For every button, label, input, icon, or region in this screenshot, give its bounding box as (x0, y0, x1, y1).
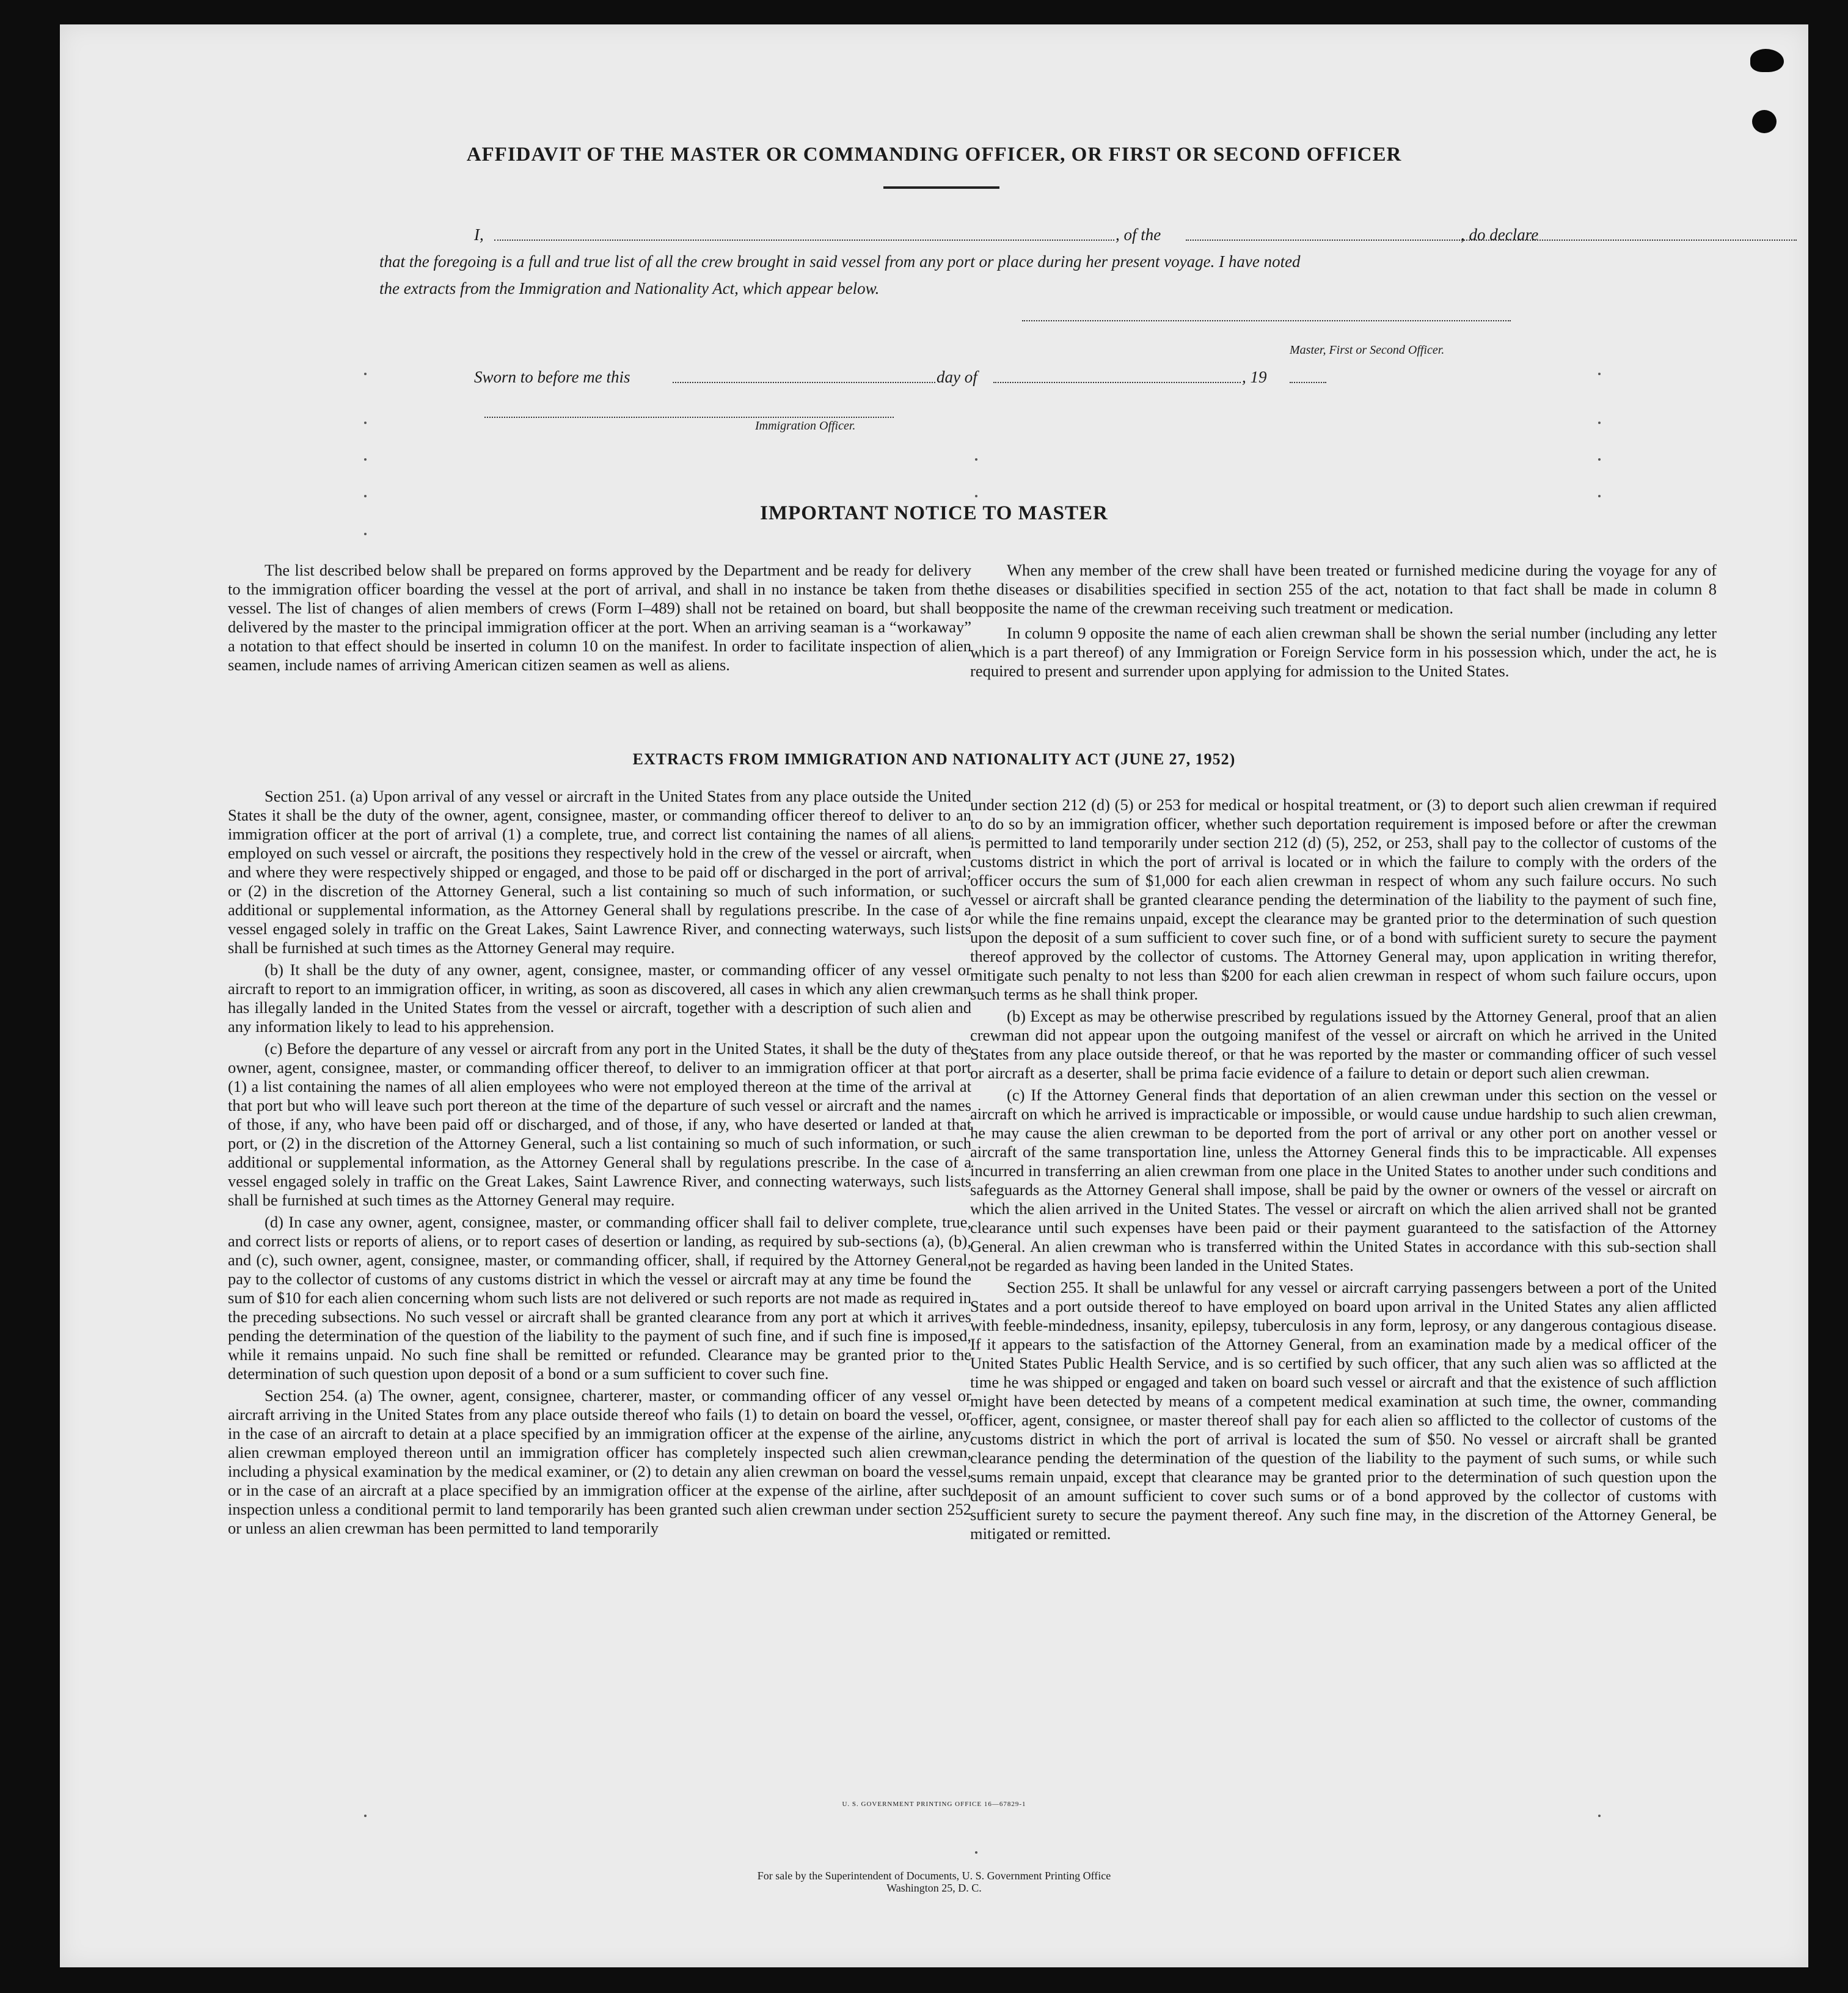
extracts-left-column (228, 787, 971, 1541)
affidavit-block (379, 221, 1571, 302)
section-254-a-continued: under section 212 (d) (5) or 253 for medical or hospital treatment, or (3) to deport such alien crewman if required to do so by an immigration officer, whether such deportation requirement is imposed before or after the crewman is permitted to land temporarily under section 212 (d) (5), 252, or 253, shall pay to the collector of customs of the customs district in which the port of arrival is located or in which the failure to comply with the orders of the officer occurs the sum of $1,000 for each alien crewman in respect of whom any such failure occurs. No such vessel or aircraft shall be granted clearance pending the determination of the liability to the payment of such fine, or while the fine remains unpaid, except the clearance may be granted prior to the determination of such question upon the deposit of a sum sufficient to cover such fine, or of a bond with sufficient surety to secure the payment thereof approved by the collector of customs. The Attorney General may, upon application in writing therefor, mitigate such penalty to not less than $200 for each alien crewman in respect of whom such failure occurs, upon such terms as he shall think proper. (970, 795, 1717, 1003)
master-signature-line (1022, 319, 1511, 321)
name-blank (494, 221, 1114, 241)
printing-office-line: U. S. GOVERNMENT PRINTING OFFICE 16—67829-1 (842, 1801, 1026, 1808)
section-251-c: (c) Before the departure of any vessel or aircraft from any port in the United States, it shall be the duty of the owner, agent, consignee, master, or commanding officer thereof, to deliver to an immigration officer at that port (1) a list containing the names of all alien employees who were not employed thereon at the time of the arrival at that port but who will leave such port thereon at the time of the departure of such vessel or aircraft and the names of those, if any, who have been paid off or discharged, and of those, if any, who have deserted or landed at that port, or (2) in the discretion of the Attorney General, such a list containing so much of such information, or such additional or supplemental information, as the Attorney General shall by regulations prescribe. In the case of a vessel engaged solely in traffic on the Great Lakes, Saint Lawrence River, and connecting waterways, such lists shall be furnished at such times as the Attorney General may require. (228, 1039, 971, 1209)
of-the-label: , of the (1116, 225, 1161, 244)
declaration-row (379, 221, 1571, 248)
sworn-block (379, 364, 1571, 390)
notice-right-column (970, 561, 1717, 684)
dust-speck (364, 458, 367, 461)
master-caption: Master, First or Second Officer. (1290, 343, 1445, 357)
notice-paragraph: The list described below shall be prepared on forms approved by the Department and be ready for delivery to the immigration officer boarding the vessel at the port of arrival, and shall in no instance be taken from the vessel. The list of changes of alien members of crews (Form I–489) shall not be retained on board, but shall be delivered by the master to the principal immigration officer at the port. When an arriving seaman is a “workaway” a notation to that effect should be inserted in column 10 on the manifest. In order to facilitate inspection of alien seamen, include names of arriving American citizen seamen as well as aliens. (228, 561, 971, 674)
notice-paragraph: In column 9 opposite the name of each alien crewman shall be shown the serial number (including any letter which is a part thereof) of any Immigration or Foreign Service form in his possession which, under the act, he is required to present and surrender upon applying for admission to the United States. (970, 624, 1717, 680)
extracts-right-column (970, 795, 1717, 1546)
sale-line-2: Washington 25, D. C. (886, 1882, 982, 1894)
sale-notice (60, 1870, 1808, 1894)
dust-speck (1598, 1815, 1601, 1817)
day-of-label: day of (937, 368, 977, 386)
officer-caption: Immigration Officer. (755, 419, 856, 433)
punch-hole-top (1750, 49, 1784, 72)
notice-left-column (228, 561, 971, 678)
section-255: Section 255. It shall be unlawful for any vessel or aircraft carrying passengers between a port of the United States and a port outside thereof to have employed on board upon arrival in the United States any alien afflicted with feeble-mindedness, insanity, epilepsy, tuberculosis in any form, leprosy, or any dangerous contagious disease. If it appears to the satisfaction of the Attorney General, from an examination made by a medical officer of the United States Public Health Service, and is so certified by such officer, that any such alien was so afflicted at the time he was shipped or engaged and taken on board such vessel or aircraft and that the existence of such affliction might have been detected by means of a competent medical examination at such time, the owner, commanding officer, agent, consignee, or master thereof shall pay for each alien so afflicted to the collector of customs of the customs district in which the port of arrival is located the sum of $50. No vessel or aircraft shall be granted clearance pending the determination of the question of the liability to the payment of such sums, or while such sums remain unpaid, except that clearance may be granted prior to the determination of such question upon the deposit of an amount sufficient to cover such sums or of a bond approved by the collector of customs with sufficient surety to secure the payment thereof. Any such fine may, in the discretion of the Attorney General, be mitigated or remitted. (970, 1278, 1717, 1543)
day-blank (673, 364, 935, 383)
dust-speck (975, 458, 977, 461)
notice-paragraph: When any member of the crew shall have been treated or furnished medicine during the voyage for any of the diseases or disabilities specified in section 255 of the act, notation to that fact shall be made in column 8 opposite the name of the crewman receiving such treatment or medication. (970, 561, 1717, 617)
dust-speck (1598, 458, 1601, 461)
section-251-b: (b) It shall be the duty of any owner, agent, consignee, master, or commanding officer of any vessel or aircraft to report to an immigration officer, in writing, as soon as discovered, all cases in which any alien crewman has illegally landed in the United States from the vessel or aircraft, together with a description of such alien and any information likely to lead to his apprehension. (228, 960, 971, 1036)
dust-speck (1598, 422, 1601, 424)
section-254-a: Section 254. (a) The owner, agent, consignee, charterer, master, or commanding officer of any vessel or aircraft arriving in the United States from any place outside thereof who fails (1) to detain on board the vessel, or in the case of an aircraft to detain at a place specified by an immigration officer at the expense of the airline, any alien crewman employed thereon until an immigration officer has completely inspected such alien crewman, including a physical examination by the medical examiner, or (2) to detain any alien crewman on board the vessel, or in the case of an aircraft at a place specified by an immigration officer at the expense of the airline, after such inspection unless a conditional permit to land temporarily has been granted such alien crewman under section 252 or unless an alien crewman has been permitted to land temporarily (228, 1386, 971, 1537)
officer-signature-line (484, 415, 894, 418)
section-254-b: (b) Except as may be otherwise prescribed by regulations issued by the Attorney General, proof that an alien crewman did not appear upon the outgoing manifest of the vessel or aircraft on which he arrived in the United States from any place outside thereof, or that he was reported by the master or commanding officer of such vessel or aircraft as a deserter, shall be prima facie evidence of a failure to detain or deport such alien crewman. (970, 1007, 1717, 1082)
dust-speck (364, 373, 367, 375)
dust-speck (1598, 495, 1601, 497)
declare-label: , do declare (1461, 225, 1539, 244)
notice-title: IMPORTANT NOTICE TO MASTER (760, 502, 1108, 524)
sale-line-1: For sale by the Superintendent of Documents, U. S. Government Printing Office (757, 1870, 1111, 1882)
i-label: I, (474, 225, 484, 244)
title-divider (883, 186, 999, 189)
dust-speck (975, 495, 977, 497)
declaration-line-2: that the foregoing is a full and true list of all the crew brought in said vessel from any port or place during her present voyage. I have noted (379, 252, 1301, 271)
document-page (60, 24, 1808, 1967)
section-254-c: (c) If the Attorney General finds that deportation of an alien crewman under this section on the vessel or aircraft on which he arrived is impracticable or impossible, or would cause undue hardship to such alien crewman, he may cause the alien crewman to be deported from the port of arrival or any other port on another vessel or aircraft of the same transportation line, unless the Attorney General finds this to be impracticable. All expenses incurred in transferring an alien crewman from one place in the United States to another under such conditions and safeguards as the Attorney General shall impose, shall be paid by the owner or owners of the vessel or aircraft on which the alien arrived in the United States. The vessel or aircraft on which the alien arrived shall not be granted clearance until such expenses have been paid or their payment guaranteed to the satisfaction of the Attorney General. An alien crewman who is transferred within the United States in accordance with this sub-section shall not be regarded as having been landed in the United States. (970, 1086, 1717, 1274)
extracts-title: EXTRACTS FROM IMMIGRATION AND NATIONALITY ACT (JUNE 27, 1952) (632, 750, 1236, 768)
year-blank (1290, 364, 1326, 383)
dust-speck (975, 1851, 977, 1854)
section-251-a: Section 251. (a) Upon arrival of any vessel or aircraft in the United States from any place outside the United States it shall be the duty of the owner, agent, consignee, master, or commanding officer thereof to deliver to an immigration officer at the port of arrival (1) a complete, true, and correct list containing the names of all aliens employed on such vessel or aircraft, the positions they respectively hold in the crew of the vessel or aircraft, when and where they were respectively shipped or engaged, and those to be paid off or discharged in the port of arrival; or (2) in the discretion of the Attorney General, such a list containing so much of such information, or such additional or supplemental information, as the Attorney General shall by regulations prescribe. In the case of a vessel engaged solely in traffic on the Great Lakes, Saint Lawrence River, and connecting waterways, such lists shall be furnished at such times as the Attorney General may require. (228, 787, 971, 957)
dust-speck (364, 533, 367, 535)
dust-speck (364, 495, 367, 497)
section-251-d: (d) In case any owner, agent, consignee, master, or commanding officer shall fail to deliver complete, true, and correct lists or reports of aliens, or to report cases of desertion or landing, as required by sub-sections (a), (b), and (c), such owner, agent, consignee, master, or commanding officer, shall, if required by the Attorney General, pay to the collector of customs of any customs district in which the vessel or aircraft may at any time be found the sum of $10 for each alien concerning whom such lists are not delivered or such reports are not made as required in the preceding subsections. No such vessel or aircraft shall be granted clearance from any port at which it arrives pending the determination of the question of the liability to the payment of such fine, and if such fine is imposed, while it remains unpaid. No such fine shall be remitted or refunded. Clearance may be granted prior to the determination of such question upon deposit of a bond or a sum sufficient to cover such fine. (228, 1213, 971, 1383)
affidavit-title: AFFIDAVIT OF THE MASTER OR COMMANDING OFFICER, OR FIRST OR SECOND OFFICER (466, 144, 1402, 166)
dust-speck (364, 422, 367, 424)
punch-hole-bottom (1752, 110, 1777, 133)
declaration-line-3: the extracts from the Immigration and Nationality Act, which appear below. (379, 279, 880, 298)
dust-speck (364, 1815, 367, 1817)
dust-speck (1598, 373, 1601, 375)
year-label: , 19 (1242, 368, 1267, 386)
sworn-row (379, 364, 1571, 390)
sworn-label: Sworn to before me this (474, 368, 630, 386)
month-blank (993, 364, 1241, 383)
